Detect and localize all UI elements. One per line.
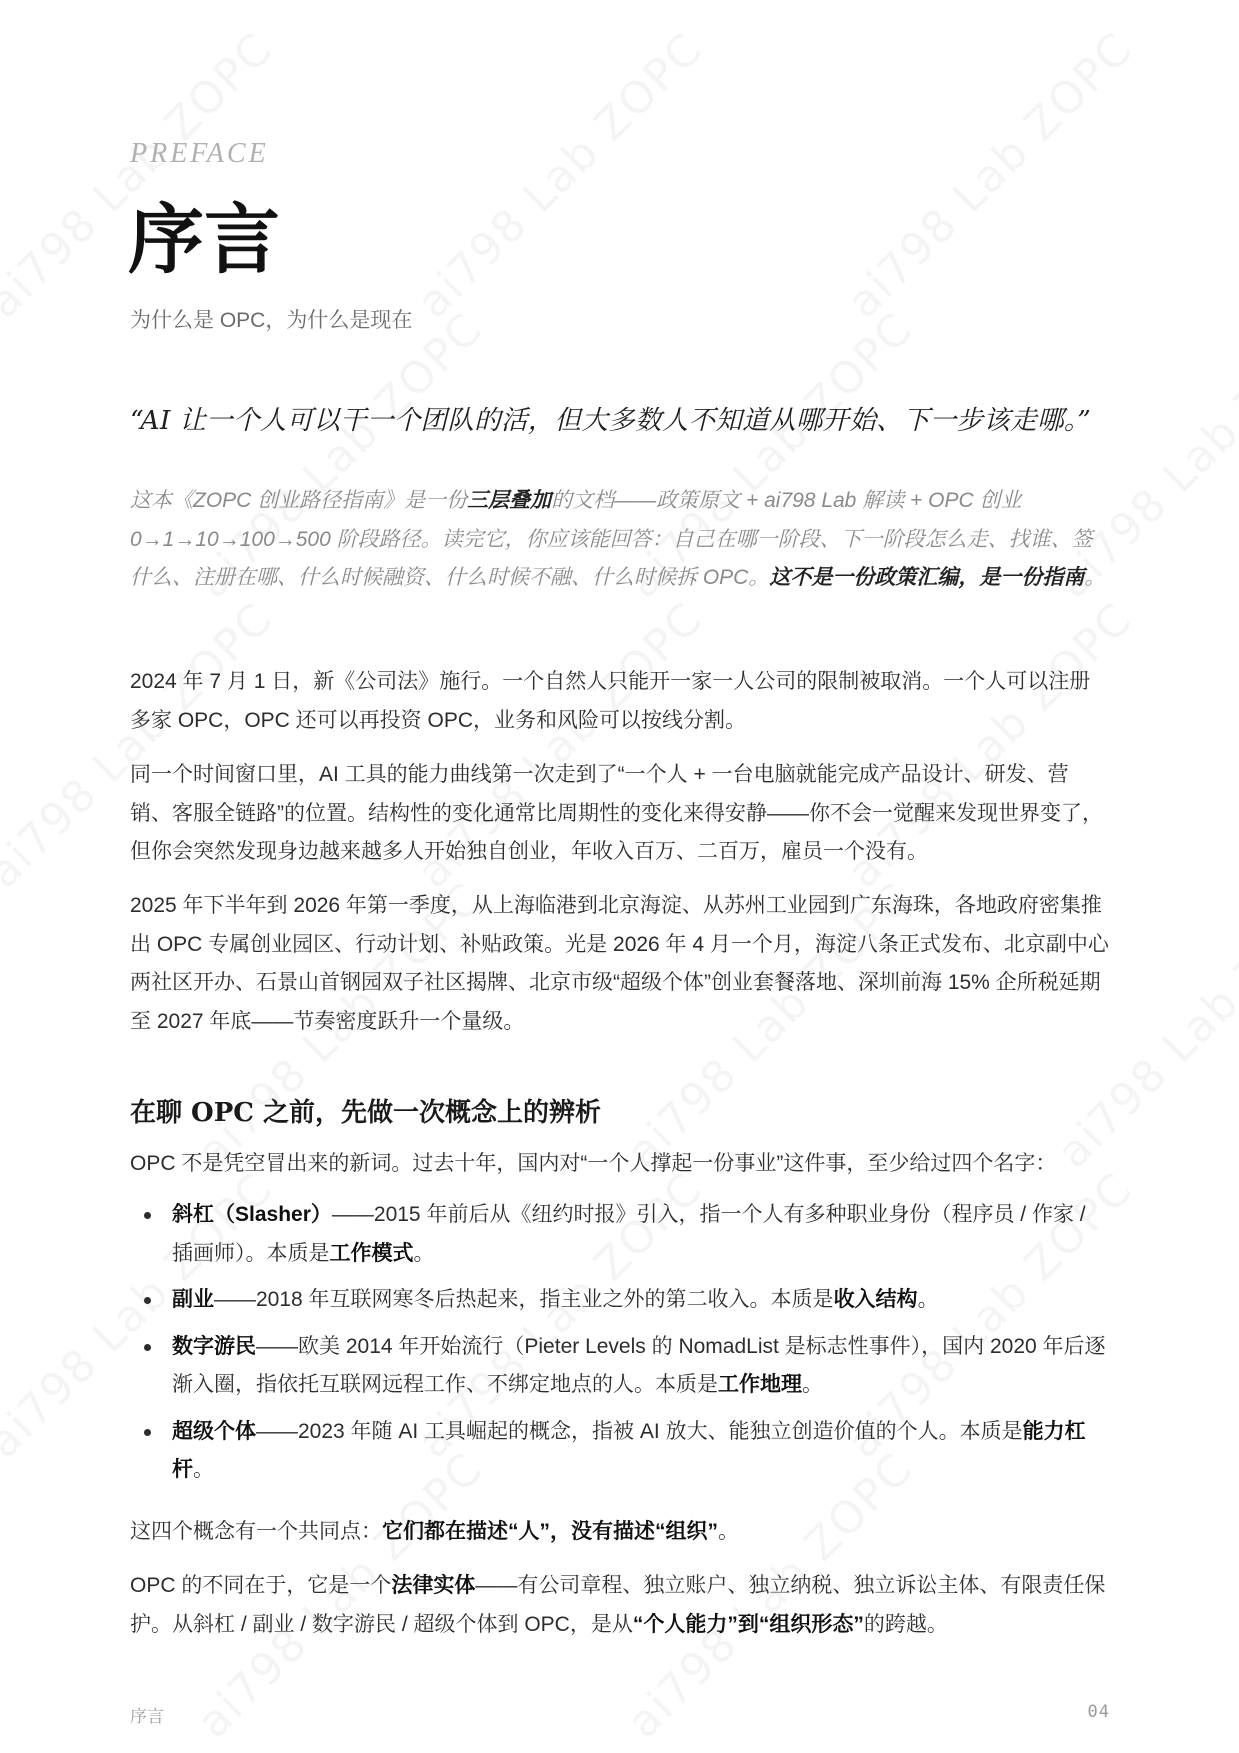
intro-text: 。 (1084, 566, 1106, 589)
intro-text: 这本《ZOPC 创业路径指南》是一份 (130, 489, 468, 512)
list-term: 副业 (172, 1288, 214, 1311)
summary-paragraph (130, 1513, 1110, 1552)
footer-section-name: 序言 (130, 1707, 164, 1726)
page-title: 序言 (128, 195, 280, 284)
list-text: ——2018 年互联网寒冬后热起来，指主业之外的第二收入。本质是 (214, 1288, 834, 1311)
conclusion-text: ——有公司章程、独立账户、独立纳税、独立诉讼主体、有限责任保护。从斜杠 / 副业 / 数字游民 / 超级个体到 OPC，是从 (130, 1574, 1106, 1636)
body-paragraph: 2025 年下半年到 2026 年第一季度，从上海临港到北京海淀、从苏州工业园到广东海珠，各地政府密集推出 OPC 专属创业园区、行动计划、补贴政策。光是 2026 年 4 月一个月，海淀八条正式发布、北京副中心两社区开办、石景山首钢园双子社区揭牌、北京市级“超级个体”创业套餐落地、深圳前海 15% 企所税延期至 2027 年底——节奏密度跃升一个量级。 (130, 894, 1109, 1033)
list-essence: 工作地理 (718, 1373, 802, 1396)
conclusion-paragraph (130, 1567, 1110, 1644)
conclusion-text: 的跨越。 (863, 1612, 948, 1636)
eyebrow-label: PREFACE (130, 138, 269, 169)
list-term: 超级个体 (172, 1419, 256, 1443)
conclusion-text: OPC 的不同在于，它是一个 (130, 1574, 392, 1597)
footer-page-number: 04 (1087, 1702, 1110, 1722)
summary-end: 。 (718, 1520, 739, 1543)
body-paragraph: 同一个时间窗口里，AI 工具的能力曲线第一次走到了“一个人 + 一台电脑就能完成产品设计、研发、营销、客服全链路”的位置。结构性的变化通常比周期性的变化来得安静——你不会一觉醒来发现世界变了，但你会突然发现身边越来越多人开始独自创业，年收入百万、二百万，雇员一个没有。 (130, 763, 1103, 863)
document-page (130, 0, 1110, 1753)
section-lead: OPC 不是凭空冒出来的新词。过去十年，国内对“一个人撑起一份事业”这件事，至少给过四个名字： (130, 1152, 1057, 1175)
section-heading: 在聊 OPC 之前，先做一次概念上的辨析 (130, 1098, 601, 1128)
bullet-icon (144, 1344, 151, 1351)
list-item (130, 1196, 1110, 1273)
list-essence: 能力杠杆 (172, 1419, 1086, 1481)
bullet-icon (144, 1212, 151, 1219)
page-subtitle: 为什么是 OPC，为什么是现在 (130, 309, 413, 332)
intro-text: 的文档——政策原文 + ai798 Lab 解读 + OPC 创业 0→1→10→100→500 阶段路径。读完它，你应该能回答：自己在哪一阶段、下一阶段怎么走、找谁、签什么、注册在哪、什么时候融资、什么时候不融、什么时候拆 OPC。 (130, 489, 1093, 589)
body-paragraph: 2024 年 7 月 1 日，新《公司法》施行。一个自然人只能开一家一人公司的限制被取消。一个人可以注册多家 OPC，OPC 还可以再投资 OPC，业务和风险可以按线分割。 (130, 670, 1091, 732)
list-item (130, 1281, 1110, 1320)
list-item (130, 1328, 1110, 1405)
conclusion-emphasis: 法律实体 (391, 1574, 476, 1597)
list-term: 斜杠（Slasher） (172, 1203, 332, 1226)
bullet-icon (144, 1297, 151, 1304)
intro-paragraph (130, 482, 1110, 598)
list-text: ——2015 年前后从《纽约时报》引入，指一个人有多种职业身份（程序员 / 作家 / 插画师）。本质是 (172, 1203, 1086, 1265)
intro-emphasis: 三层叠加 (467, 489, 552, 512)
list-end: 。 (413, 1241, 435, 1265)
concept-list (130, 1196, 1110, 1498)
list-essence: 收入结构 (833, 1288, 918, 1311)
list-text: ——2023 年随 AI 工具崛起的概念，指被 AI 放大、能独立创造价值的个人。本质是 (256, 1419, 1023, 1443)
conclusion-emphasis: “个人能力”到“组织形态” (632, 1612, 864, 1636)
pull-quote: “AI 让一个人可以干一个团队的活，但大多数人不知道从哪开始、下一步该走哪。” (130, 405, 1092, 436)
list-text: ——欧美 2014 年开始流行（Pieter Levels 的 NomadList 是标志性事件），国内 2020 年后逐渐入圈，指依托互联网远程工作、不绑定地点的人。本质是 (172, 1334, 1106, 1396)
bullet-icon (144, 1429, 151, 1436)
list-end: 。 (917, 1288, 939, 1311)
list-term: 数字游民 (172, 1334, 256, 1358)
intro-emphasis: 这不是一份政策汇编，是一份指南 (769, 566, 1085, 589)
summary-emphasis: 它们都在描述“人”，没有描述“组织” (382, 1520, 718, 1543)
list-end: 。 (802, 1373, 823, 1396)
summary-text: 这四个概念有一个共同点： (130, 1520, 382, 1543)
list-item (130, 1413, 1110, 1490)
list-end: 。 (193, 1458, 214, 1481)
list-essence: 工作模式 (329, 1241, 414, 1265)
